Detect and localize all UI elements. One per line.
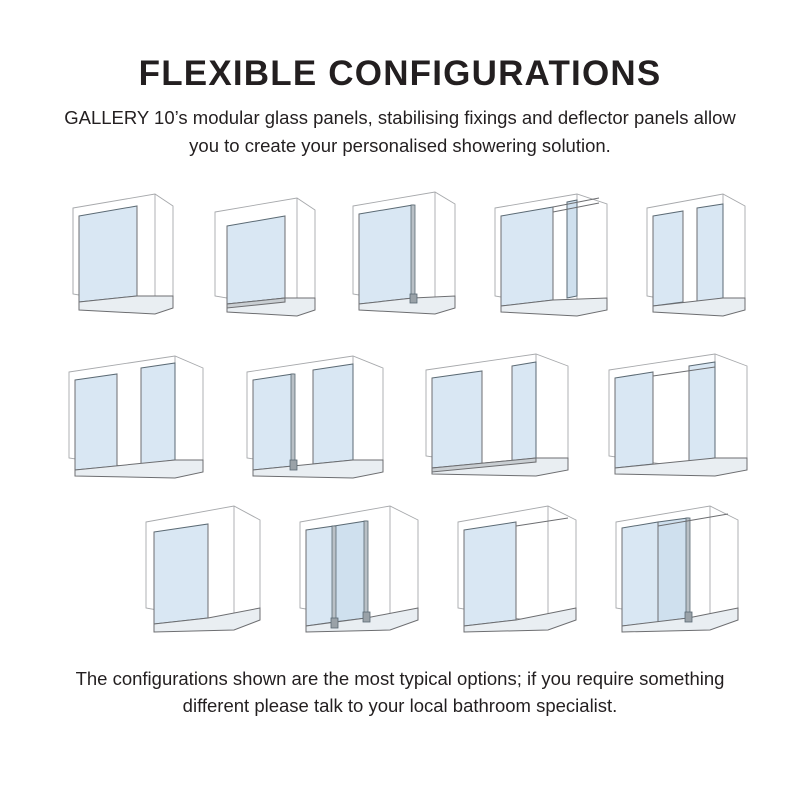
- config-5-two-panels-with-gap: [635, 176, 755, 336]
- config-1-single-panel-left: [55, 176, 183, 336]
- config-13-wet-room-panel-with-post-and-bar: [604, 498, 749, 643]
- config-8-wide-walk-in-double-entry: [412, 342, 577, 492]
- diagram-row-2: [55, 342, 755, 492]
- config-3-panel-with-centre-support-post: [339, 176, 467, 336]
- config-9-wide-walk-in-with-stabilising-bar: [595, 342, 755, 492]
- outro-paragraph: The configurations shown are the most typical options; if you require something different please talk to your local bathroom specialist.: [75, 667, 725, 717]
- intro-paragraph: GALLERY 10’s modular glass panels, stabilising fixings and deflector panels allow you to create your personalised showering solution.: [64, 107, 736, 156]
- config-7-walk-in-with-return-and-deflector: [233, 342, 393, 492]
- diagram-row-1: [55, 176, 755, 336]
- diagram-row-3: [55, 498, 800, 643]
- config-11-wet-room-panel-with-deflector: [288, 498, 428, 643]
- config-6-walk-in-with-return-panel: [55, 342, 215, 492]
- config-2-single-panel-with-short-return: [197, 176, 325, 336]
- config-10-single-wet-room-panel: [130, 498, 270, 643]
- diagram-area: [55, 176, 755, 643]
- config-4-panel-with-deflector-and-rail: [481, 176, 621, 336]
- page-title: FLEXIBLE CONFIGURATIONS: [138, 54, 662, 93]
- config-12-wet-room-panel-with-ceiling-bar: [446, 498, 586, 643]
